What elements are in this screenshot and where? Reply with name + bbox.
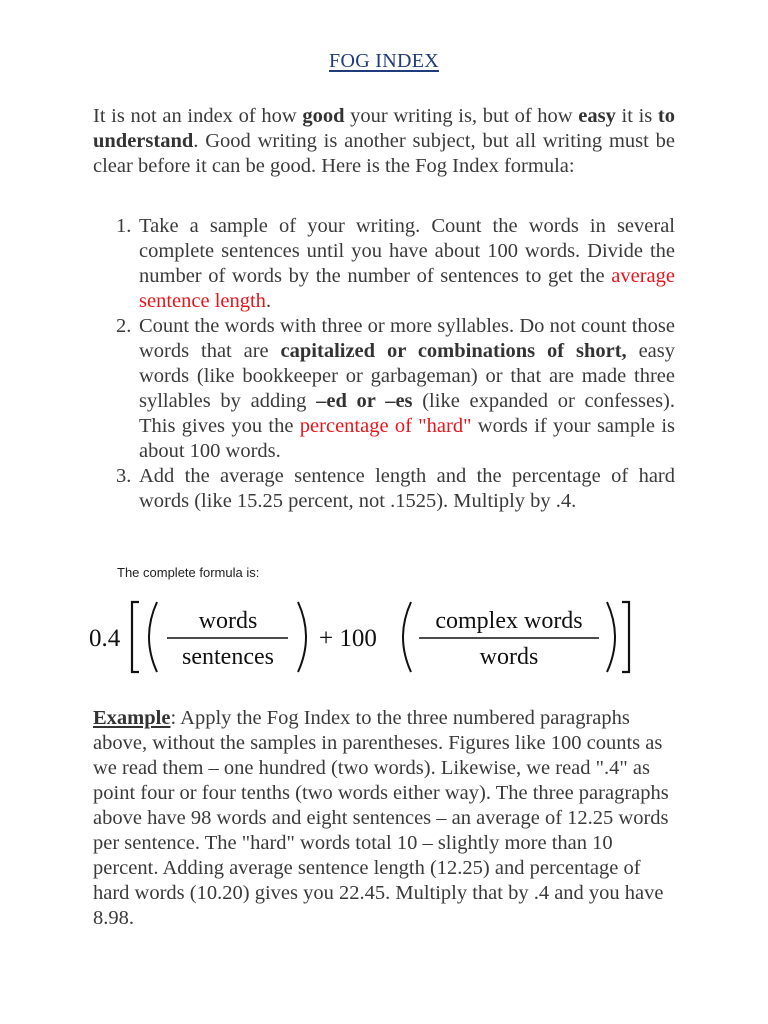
step-text: (like expanded or confesses). This gives you the — [139, 390, 675, 437]
example-paragraph — [93, 706, 675, 931]
fraction1-numerator: words — [198, 608, 258, 634]
intro-bold-good: good — [302, 105, 345, 127]
step-text: Take a sample of your writing. Count the words in several complete sentences until you have about 100 words. Divide the number of words by the number of sentences to get the — [139, 215, 675, 287]
step-number: 1. — [116, 215, 132, 237]
fraction1-denominator: sentences — [182, 644, 274, 670]
fraction2-denominator: words — [479, 644, 539, 670]
intro-bold-understand: to understand — [93, 105, 675, 152]
step-highlight: average sentence length — [139, 265, 675, 312]
step-item-3 — [93, 464, 675, 514]
step-bold: capitalized or combinations of short, — [280, 340, 627, 362]
formula-label: The complete formula is: — [117, 565, 260, 580]
fraction2-numerator: complex words — [435, 608, 583, 634]
step-number: 3. — [116, 465, 132, 487]
formula-plus-100: + 100 — [319, 625, 377, 652]
right-paren-1 — [298, 602, 306, 672]
left-paren-1 — [149, 602, 157, 672]
step-text: words if your sample is about 100 words. — [139, 415, 675, 462]
fog-formula — [89, 594, 649, 678]
right-paren-2 — [607, 602, 615, 672]
step-text: Count the words with three or more syllables. Do not count those words that are — [139, 315, 675, 362]
intro-bold-easy: easy — [578, 105, 616, 127]
steps-list — [93, 214, 675, 514]
step-number: 2. — [116, 315, 132, 337]
intro-text-1: It is not an index of how — [93, 105, 303, 127]
step-bold: –ed or –es — [316, 390, 413, 412]
intro-text-3: it is — [615, 105, 658, 127]
example-label: Example — [93, 707, 171, 729]
step-highlight: percentage of "hard" — [299, 415, 472, 437]
intro-text-4: . Good writing is another subject, but all writing must be clear before it can be good. Here is the Fog Index formula: — [93, 130, 675, 177]
step-item-1 — [93, 214, 675, 314]
left-paren-2 — [403, 602, 411, 672]
step-text: Add the average sentence length and the percentage of hard words (like 15.25 percent, not .1525). Multiply by .4. — [139, 465, 675, 512]
intro-paragraph — [93, 104, 675, 179]
document-title: FOG INDEX — [329, 50, 439, 72]
step-text: easy words (like bookkeeper or garbageman) or that are made three syllables by adding — [139, 340, 676, 412]
right-square-bracket — [622, 602, 629, 672]
formula-coefficient: 0.4 — [89, 625, 121, 652]
example-text: : Apply the Fog Index to the three numbered paragraphs above, without the samples in parentheses. Figures like 100 counts as we read them – one hundred (two words). Likewise, we read ".4" as point four or four tenths (two words either way). The three paragraphs above have 98 words and eight sentences – an average of 12.25 words per sentence. The "hard" words total 10 – slightly more than 10 percent. Adding average sentence length (12.25) and percentage of hard words (10.20) gives you 22.45. Multiply that by .4 and you have 8.98. — [93, 707, 669, 929]
intro-text-2: your writing is, but of how — [344, 105, 579, 127]
step-item-2 — [93, 314, 675, 464]
step-text: . — [265, 290, 272, 312]
